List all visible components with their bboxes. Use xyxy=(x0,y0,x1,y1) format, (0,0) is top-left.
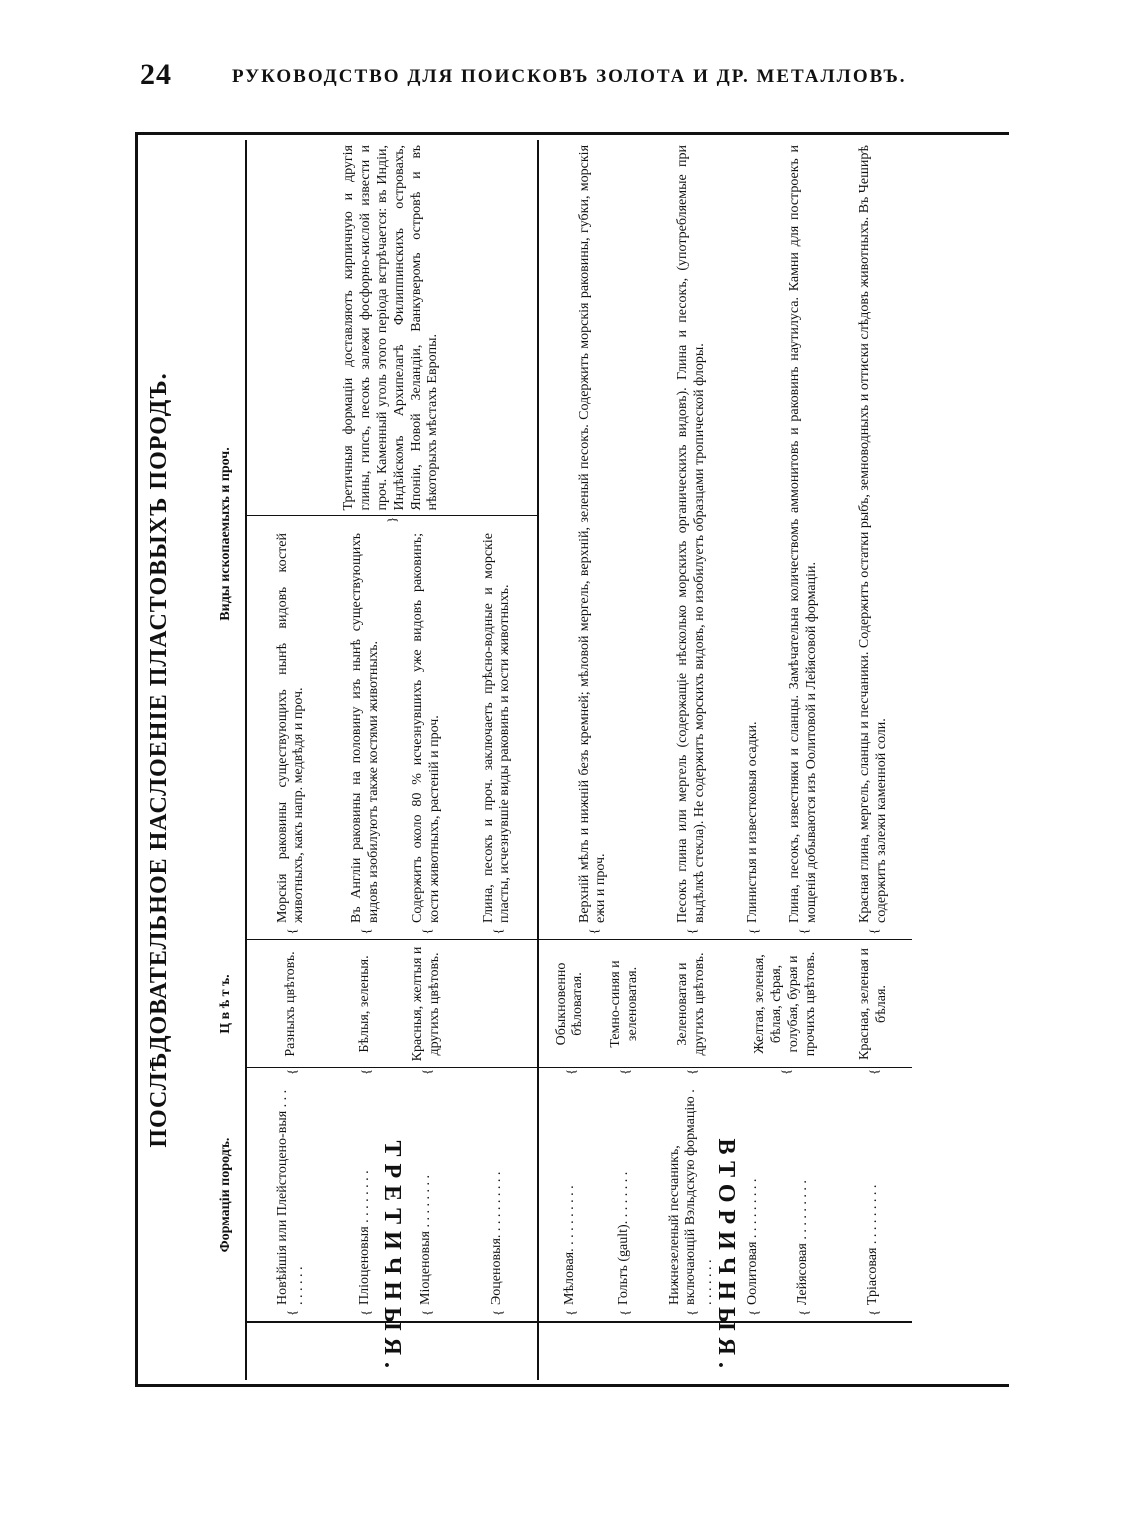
fossil-cell: Красная глина, мергель, сланцы и песчаники. Содержитъ остатки рыбъ, земноводныхъ и оттиски слѣдовъ животныхъ. Въ Чеширѣ содержитъ залежи каменной соли. xyxy=(857,144,889,923)
brace-icon: } xyxy=(246,516,538,528)
color-cell: Красныя, желтыя и другихъ цвѣтовъ. xyxy=(396,940,458,1068)
formation-cell: Тріасовая . . . . . . . . . xyxy=(865,1184,881,1305)
table-row xyxy=(736,140,772,1380)
frame-rule-top xyxy=(135,132,1009,135)
frame-rule-left xyxy=(135,132,138,1387)
brace-icon: { xyxy=(419,928,434,935)
brace-icon: { xyxy=(746,928,761,935)
color-cell: Темно-синяя и зеленоватая. xyxy=(602,940,648,1068)
color-cell: Красная, зеленая и бѣлая. xyxy=(836,940,912,1068)
table-header-row xyxy=(208,140,246,1380)
table-row xyxy=(772,140,836,1380)
group-label-secondary: ВТОРИЧНЫЯ. xyxy=(538,1322,912,1380)
fossil-cell: Верхній мѣлъ и нижній безъ кремней; мѣловой мергель, верхній, зеленый песокъ. Содержитъ морскія раковины, губки, морскія ежи и проч. xyxy=(538,140,648,928)
brace-icon: { xyxy=(796,1309,811,1316)
brace-icon: { xyxy=(538,928,648,940)
fossil-cell: Содержитъ около 80 % исчезнувшихъ уже видовъ раковинъ; кости животныхъ, растеній и проч. xyxy=(410,533,442,923)
brace-icon: { xyxy=(246,928,336,940)
brace-icon: { xyxy=(866,1309,881,1316)
brace-icon: { xyxy=(778,1068,793,1075)
table-row xyxy=(538,140,602,1380)
brace-icon: { xyxy=(538,1310,602,1322)
tertiary-note: Третичныя формаціи доставляютъ кирпичную и другія глины, гипсъ, песокъ залежи фосфорно-кислой извести и проч. Каменный уголь этого періода встрѣчается: въ Индіи, Индѣйскомъ Архипелагѣ Филиппинскихъ островахъ, Японіи, Новой Зеландіи, Ванкуверомъ островѣ и въ нѣкоторыхъ мѣстахъ Европы. xyxy=(246,140,538,516)
group-label-tertiary: ТРЕТИЧНЫЯ. xyxy=(246,1322,538,1380)
color-cell: Зеленоватая и другихъ цвѣтовъ. xyxy=(648,940,736,1068)
fossil-cell: Глинистыя и известковыя осадки. xyxy=(745,721,761,923)
brace-icon: { xyxy=(358,1309,373,1316)
brace-icon: { xyxy=(538,1068,602,1080)
table-row xyxy=(246,140,336,1380)
brace-icon: { xyxy=(866,1068,881,1075)
formation-cell: Новѣйшія или Плейстоцено-выя . . . . . . . . . xyxy=(246,1080,336,1310)
brace-icon: { xyxy=(419,1068,434,1075)
formation-cell: Міоценовыя . . . . . . . . xyxy=(418,1175,434,1305)
color-cell xyxy=(458,940,538,1068)
brace-icon: { xyxy=(489,928,505,935)
brace-icon: { xyxy=(246,1068,336,1080)
group-header-cell xyxy=(208,1322,246,1380)
formation-cell: Мѣловая. . . . . . . . . . xyxy=(538,1080,602,1310)
formation-cell: Оолитовая . . . . . . . . . xyxy=(745,1178,761,1305)
rotated-table-page xyxy=(140,140,1006,1380)
fossil-cell: Въ Англіи раковины на половину изъ нынѣ существующихъ видовъ изобилуютъ также костями животныхъ. xyxy=(349,533,381,923)
brace-icon: { xyxy=(489,1309,505,1316)
page-number: 24 xyxy=(140,58,172,91)
formation-cell: Лейясовая . . . . . . . . . xyxy=(795,1180,811,1305)
formation-cell: Эоценовыя. . . . . . . . . . xyxy=(488,1171,504,1305)
frame-rule-bottom xyxy=(135,1384,1009,1387)
header-color: Ц в ѣ т ъ. xyxy=(208,940,246,1068)
brace-icon: { xyxy=(617,1068,632,1075)
brace-icon: { xyxy=(684,1309,699,1316)
header-formation: Формаціи породъ. xyxy=(208,1080,246,1310)
fossil-cell: Глина, песокъ и проч. заключаетъ прѣсно-водные и морскіе пласты, исчезнувшіе виды раковинъ и кости животныхъ. xyxy=(480,533,513,923)
color-cell: Обыкновенно бѣловатая. xyxy=(538,940,602,1068)
brace-icon: { xyxy=(617,1309,632,1316)
brace-icon: { xyxy=(746,1309,761,1316)
brace-icon: { xyxy=(684,928,699,935)
table-row xyxy=(836,140,912,1380)
brace-icon: { xyxy=(419,1309,434,1316)
formation-cell: Нижнезеленый песчаникъ, включающій Вэльдскую формацію . . . . . . . . xyxy=(666,1089,716,1305)
running-title: РУКОВОДСТВО ДЛЯ ПОИСКОВЪ ЗОЛОТА И ДР. МЕТАЛЛОВЪ. xyxy=(232,66,907,87)
color-cell: Бѣлыя, зеленыя. xyxy=(336,940,396,1068)
brace-icon: { xyxy=(866,928,881,935)
fossil-cell: Морскія раковины существующихъ нынѣ видовъ костей животныхъ, какъ напр. медвѣдя и проч. xyxy=(246,528,336,928)
brace-icon: { xyxy=(684,1068,699,1075)
brace-icon: { xyxy=(796,928,811,935)
header-fossils: Виды ископаемыхъ и проч. xyxy=(208,140,246,928)
strata-table xyxy=(208,140,912,1380)
formation-cell: Пліоценовыя . . . . . . . . xyxy=(357,1170,373,1305)
table-title: ПОСЛѢДОВАТЕЛЬНОЕ НАСЛОЕНІЕ ПЛАСТОВЫХЪ ПОРОДЪ. xyxy=(146,372,172,1148)
color-cell: Желтая, зеленая, бѣлая, сѣрая, голубая, бурая и прочихъ цвѣтовъ. xyxy=(736,940,836,1068)
fossil-cell: Песокъ глина или мергель (содержащіе нѣсколько морскихъ органическихъ видовъ). Глина и песокъ, (употребляемые при выдѣлкѣ стекла). Не содержитъ морскихъ видовъ, но изобилуетъ образцами тропической флоры. xyxy=(675,144,707,923)
fossil-cell: Глина, песокъ, известняки и сланцы. Замѣчательна количествомъ аммонитовъ и раковинъ наутилуса. Камни для построекъ и мощенія добываются изъ Оолитовой и Лейясовой формаціи. xyxy=(787,144,819,923)
color-cell: Разныхъ цвѣтовъ. xyxy=(246,940,336,1068)
brace-icon: { xyxy=(358,1068,373,1075)
page-header xyxy=(0,58,1140,98)
formation-cell: Гольтъ (gault). . . . . . . . xyxy=(616,1171,632,1305)
brace-icon: { xyxy=(358,928,373,935)
brace-icon: { xyxy=(246,1310,336,1322)
